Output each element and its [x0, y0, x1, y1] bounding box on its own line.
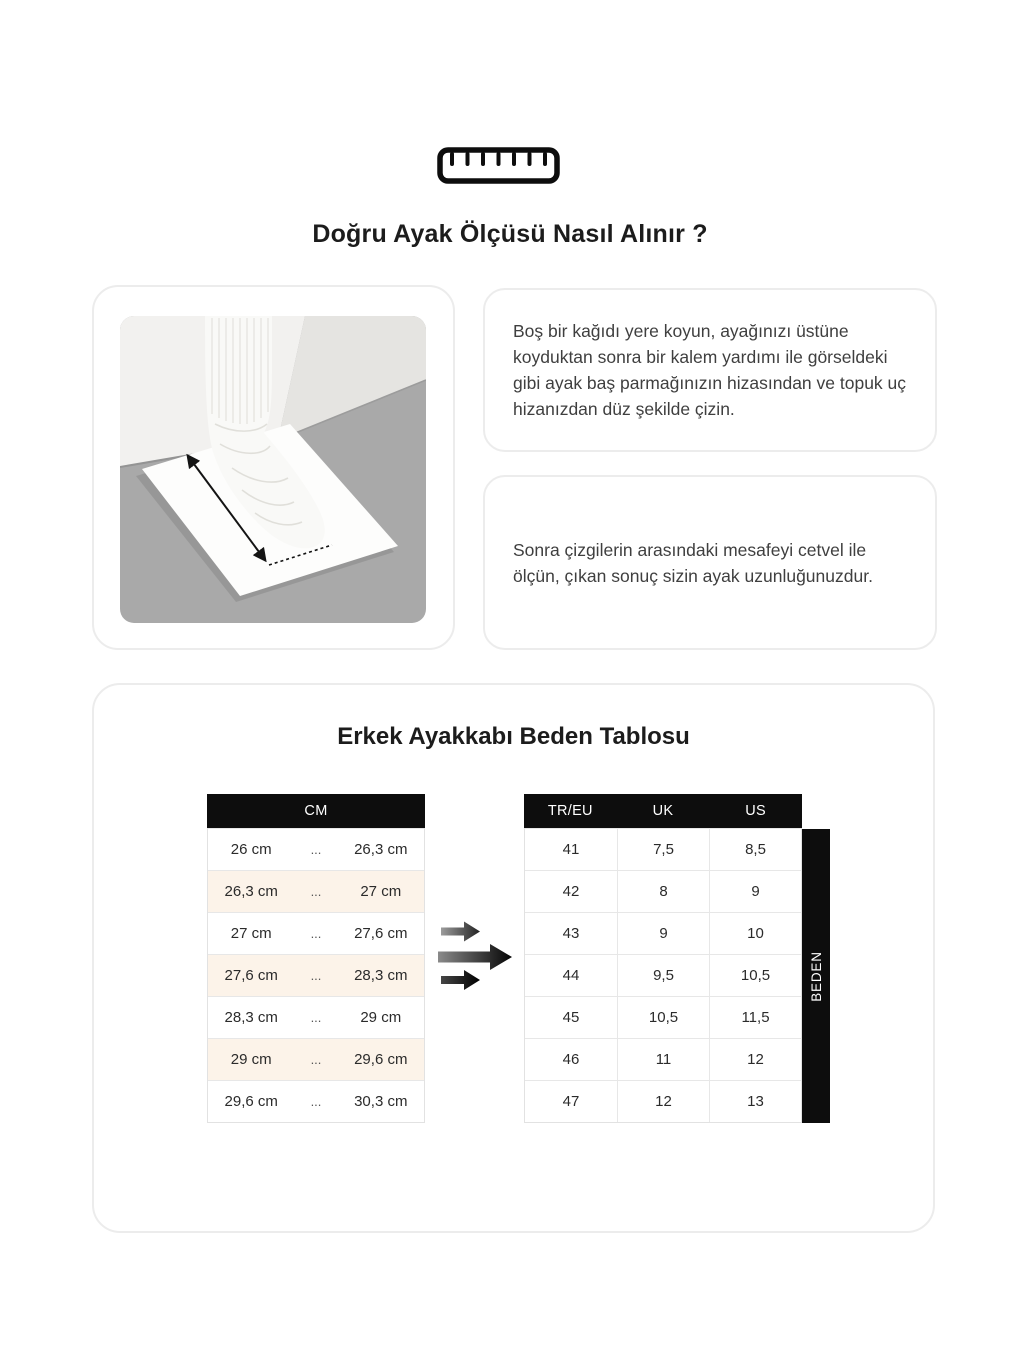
table-row: 47 12 13 [525, 1080, 801, 1122]
table-row: 42 8 9 [525, 870, 801, 912]
foot-measurement-photo [120, 316, 426, 623]
table-row: 27 cm ... 27,6 cm [208, 912, 424, 954]
size-conversion-table [524, 795, 802, 1123]
instruction-card-step2 [483, 475, 937, 650]
table-row: 26,3 cm ... 27 cm [208, 870, 424, 912]
instruction-card-step1 [483, 288, 937, 452]
table-row: 45 10,5 11,5 [525, 996, 801, 1038]
instruction-step1-text: Boş bir kağıdı yere koyun, ayağınızı üstüne koyduktan sonra bir kalem yardımı ile görseldeki gibi ayak baş parmağınızın hizasından ve topuk uç hizanızdan düz şekilde çizin. [513, 321, 907, 419]
ruler-icon [437, 147, 560, 185]
column-header-us: US [709, 794, 802, 828]
table-row: 46 11 12 [525, 1038, 801, 1080]
cm-table-header: CM [207, 794, 425, 828]
table-row: 29,6 cm ... 30,3 cm [208, 1080, 424, 1122]
table-row: 41 7,5 8,5 [525, 828, 801, 870]
table-row: 27,6 cm ... 28,3 cm [208, 954, 424, 996]
beden-label: BEDEN [808, 950, 824, 1002]
table-row: 28,3 cm ... 29 cm [208, 996, 424, 1038]
instruction-step2-text: Sonra çizgilerin arasındaki mesafeyi cetvel ile ölçün, çıkan sonuç sizin ayak uzunluğunuzdur. [513, 539, 873, 586]
table-row: 44 9,5 10,5 [525, 954, 801, 996]
cm-range-table [207, 795, 425, 1123]
size-table-section [92, 683, 935, 1233]
table-row: 29 cm ... 29,6 cm [208, 1038, 424, 1080]
measurement-photo-card [92, 285, 455, 650]
transfer-arrows-icon [437, 917, 517, 997]
beden-side-label-bar [802, 829, 830, 1123]
column-header-tr-eu: TR/EU [524, 794, 617, 828]
column-header-uk: UK [617, 794, 710, 828]
page-title: Doğru Ayak Ölçüsü Nasıl Alınır ? [312, 220, 708, 248]
size-table-title: Erkek Ayakkabı Beden Tablosu [337, 723, 690, 750]
table-row: 43 9 10 [525, 912, 801, 954]
table-row: 26 cm ... 26,3 cm [208, 828, 424, 870]
